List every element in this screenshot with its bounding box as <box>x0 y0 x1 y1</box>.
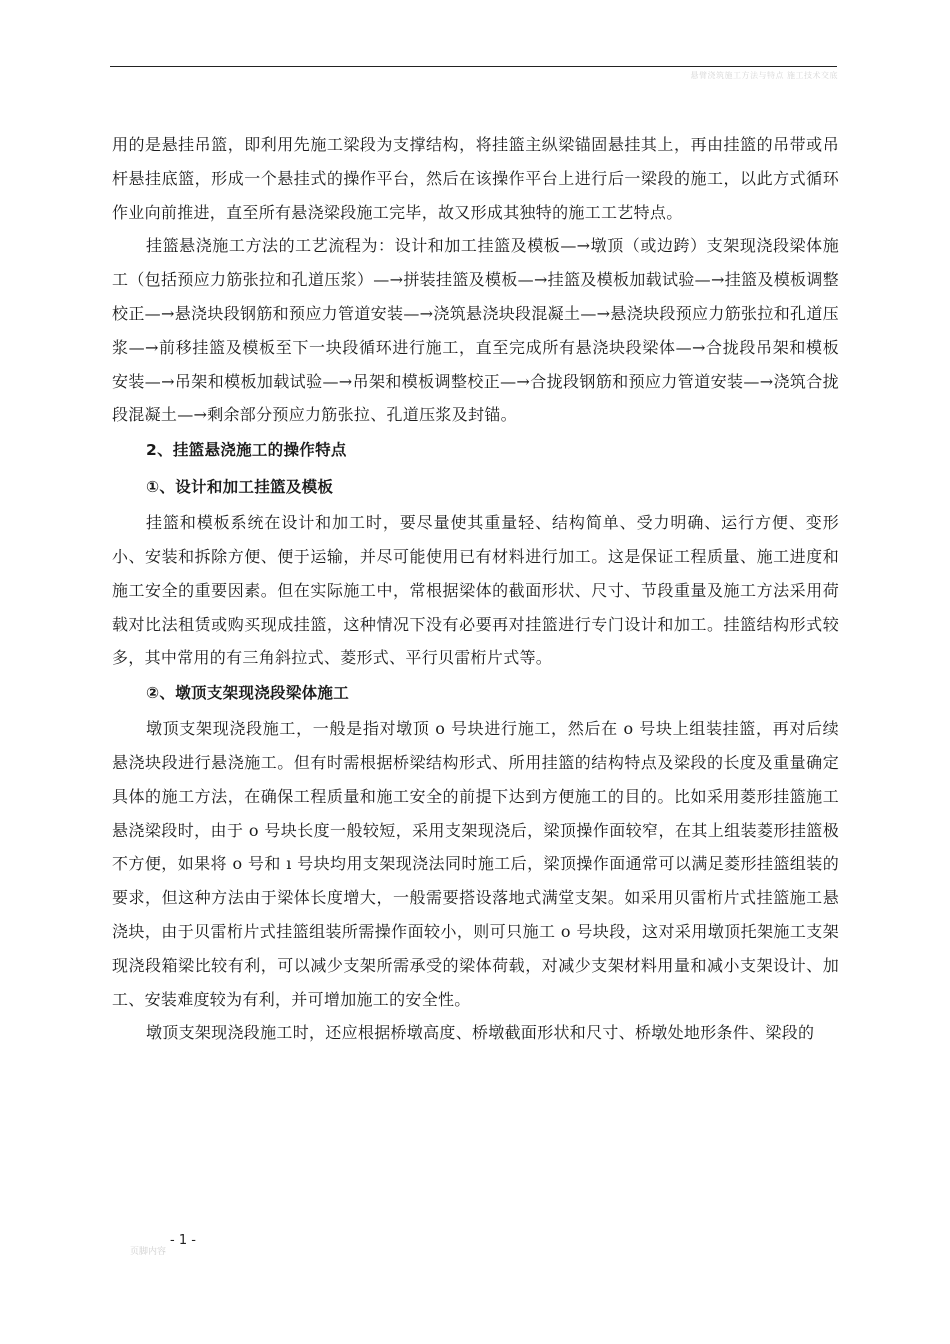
paragraph-pier-top: 墩顶支架现浇段施工，一般是指对墩顶 o 号块进行施工，然后在 o 号块上组装挂篮，再对后续悬浇块段进行悬浇施工。但有时需根据桥梁结构形式、所用挂篮的结构特点及梁段的长度及重量确定具体的施工方法，在确保工程质量和施工安全的前提下达到方便施工的目的。比如采用菱形挂篮施工悬浇梁段时，由于 o 号块长度一般较短，采用支架现浇后，梁顶操作面较窄，在其上组装菱形挂篮极不方便，如果将 o 号和 ı 号块均用支架现浇法同时施工后，梁顶操作面通常可以满足菱形挂篮组装的要求，但这种方法由于梁体长度增大，一般需要搭设落地式满堂支架。如采用贝雷桁片式挂篮施工悬浇块，由于贝雷桁片式挂篮组装所需操作面较小，则可只施工 o 号块段，这对采用墩顶托架施工支架现浇段箱梁比较有利，可以减少支架所需承受的梁体荷载，对减少支架材料用量和减小支架设计、加工、安装难度较为有利，并可增加施工的安全性。 <box>112 719 839 1009</box>
header-rule <box>110 66 837 67</box>
header-text: 悬臂浇筑施工方法与特点 施工技术交底 <box>690 71 838 80</box>
paragraph-process-flow: 挂篮悬浇施工方法的工艺流程为：设计和加工挂篮及模板—→墩顶（或边跨）支架现浇段梁体施工（包括预应力筋张拉和孔道压浆）—→拼装挂篮及模板—→挂篮及模板加载试验—→挂篮及模板调整校正—→悬浇块段钢筋和预应力管道安装—→浇筑悬浇块段混凝土—→悬浇块段预应力筋张拉和孔道压浆—→前移挂篮及模板至下一块段循环进行施工，直至完成所有悬浇块段梁体—→合拢段吊架和模板安装—→吊架和模板加载试验—→吊架和模板调整校正—→合拢段钢筋和预应力管道安装—→浇筑合拢段混凝土—→剩余部分预应力筋张拉、孔道压浆及封锚。 <box>112 236 839 425</box>
footer-text: 页脚内容 <box>130 1247 167 1257</box>
subheading-2: ②、墩顶支架现浇段梁体施工 <box>146 684 350 703</box>
paragraph-1: 用的是悬挂吊篮，即利用先施工梁段为支撑结构，将挂篮主纵梁锚固悬挂其上，再由挂篮的吊带或吊杆悬挂底篮，形成一个悬挂式的操作平台，然后在该操作平台上进行后一梁段的施工，以此方式循环作业向前推进，直至所有悬浇梁段施工完毕，故又形成其独特的施工工艺特点。 <box>112 135 839 222</box>
subheading-1: ①、设计和加工挂篮及模板 <box>146 478 334 497</box>
section-heading-2: 2、挂篮悬浇施工的操作特点 <box>146 441 347 460</box>
page-number: - 1 - <box>170 1233 196 1248</box>
document-body <box>112 128 839 1050</box>
paragraph-design: 挂篮和模板系统在设计和加工时，要尽量使其重量轻、结构简单、受力明确、运行方便、变形小、安装和拆除方便、便于运输，并尽可能使用已有材料进行加工。这是保证工程质量、施工进度和施工安全的重要因素。但在实际施工中，常根据梁体的截面形状、尺寸、节段重量及施工方法采用荷载对比法租赁或购买现成挂篮，这种情况下没有必要再对挂篮进行专门设计和加工。挂篮结构形式较多，其中常用的有三角斜拉式、菱形式、平行贝雷桁片式等。 <box>112 513 839 668</box>
paragraph-pier-top-continued: 墩顶支架现浇段施工时，还应根据桥墩高度、桥墩截面形状和尺寸、桥墩处地形条件、梁段的 <box>146 1023 815 1043</box>
